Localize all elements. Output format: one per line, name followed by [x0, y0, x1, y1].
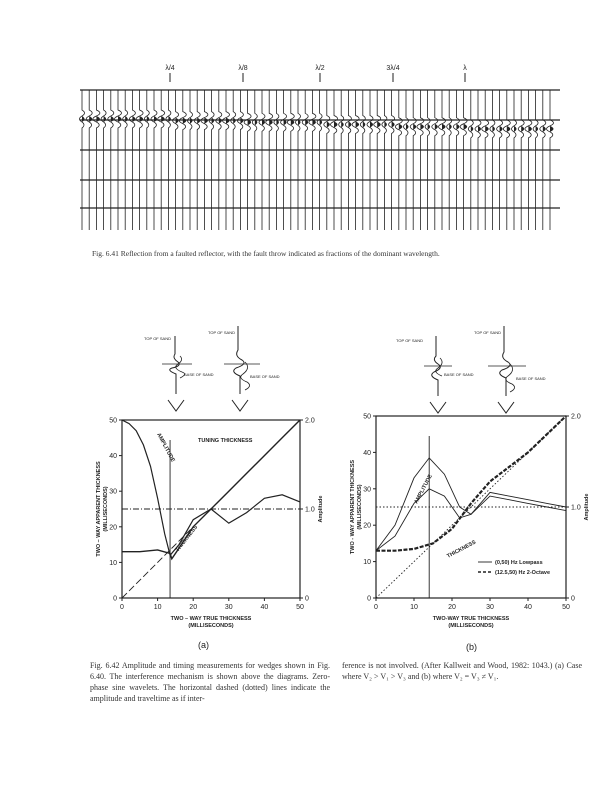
trace-fill [464, 124, 468, 130]
trace-fill [176, 118, 179, 124]
seismic-trace [410, 90, 416, 230]
x-axis-label: (MILLISECONDS) [448, 623, 494, 629]
trace-fill [492, 126, 495, 132]
y-tick-label: 20 [109, 524, 117, 532]
chart-panel-a [80, 316, 324, 656]
trace-fill [233, 118, 236, 124]
trace-fill [111, 116, 114, 122]
seismic-trace [432, 90, 438, 230]
seismic-trace [540, 90, 546, 230]
trace-fill [168, 116, 171, 122]
y-axis-label: (MILLISECONDS) [103, 486, 109, 532]
wavelet-label: TOP OF SAND [396, 338, 423, 343]
y2-tick-label: 1.0 [305, 506, 315, 514]
annotation-amplitude-b: AMPLITUDE [413, 473, 434, 505]
seismic-trace [389, 90, 395, 230]
trace-fill [132, 116, 135, 122]
trace-fill [420, 124, 424, 130]
seismic-trace [209, 90, 214, 230]
trace-fill [406, 124, 409, 130]
panel-label-b: (b) [466, 642, 477, 652]
legend-b [478, 560, 550, 576]
trace-fill [442, 124, 446, 130]
trace-fill [161, 116, 165, 122]
legend-entry: (12.5,50) Hz 2-Octave [495, 570, 551, 576]
y-tick-label: 10 [109, 559, 117, 567]
seismic-trace [352, 90, 359, 230]
x-tick-label: 20 [448, 604, 456, 611]
y-axis-label: (MILLISECONDS) [357, 484, 363, 530]
seismic-section [80, 60, 560, 235]
seismic-trace [417, 90, 424, 230]
seismic-trace [468, 90, 473, 230]
x-tick-label: 40 [260, 604, 269, 611]
trace-fill [392, 122, 395, 128]
figure-6-42-caption-right: ference is not involved. (After Kallweit and Wood, 1982: 1043.) (a) Case where V₂ > V₁ > V₃ and (b) where V₂ = V₃ ≠ V₁. [342, 661, 582, 681]
x-tick-label: 10 [410, 604, 418, 611]
seismic-trace [244, 90, 251, 230]
plot-area-a [96, 418, 324, 630]
y2-axis-label: Amplitude [318, 495, 324, 523]
x-tick-label: 10 [153, 604, 162, 611]
trace-fill [89, 116, 92, 122]
x-axis-label: (MILLISECONDS) [188, 623, 234, 629]
fault-marker-label: λ [463, 65, 467, 72]
seismic-trace [237, 90, 243, 230]
y2-tick-label: 0 [571, 595, 575, 603]
y2-axis-label: Amplitude [584, 493, 590, 521]
seismic-trace [158, 90, 165, 230]
figure-6-41-caption: Fig. 6.41 Reflection from a faulted reflector, with the fault throw indicated as fractions of the dominant wavelength. [92, 249, 440, 258]
y-tick-label: 0 [367, 595, 371, 603]
seismic-trace [266, 90, 273, 230]
seismic-trace [287, 90, 294, 230]
wavelet-label: TOP OF SAND [208, 330, 235, 335]
seismic-trace [151, 90, 157, 230]
trace-fill [341, 122, 344, 128]
panel-label-a: (a) [198, 640, 209, 650]
fault-markers [165, 65, 467, 82]
x-axis-label: TWO-WAY TRUE THICKNESS [432, 616, 510, 622]
trace-fill [226, 118, 230, 124]
seismic-trace [525, 90, 532, 230]
annotation-amplitude: AMPLITUDE [155, 432, 176, 464]
trace-fill [118, 116, 122, 122]
fault-marker-label: 3λ/4 [386, 65, 400, 72]
seismic-trace [101, 90, 106, 230]
y-tick-label: 40 [363, 449, 371, 457]
seismic-trace [93, 90, 100, 230]
seismic-trace [86, 90, 92, 230]
seismic-trace [274, 90, 279, 230]
seismic-trace [339, 90, 344, 230]
y2-tick-label: 2.0 [571, 413, 581, 421]
seismic-trace [216, 90, 222, 230]
trace-fill [456, 124, 459, 130]
annotation-tuning-thickness: TUNING THICKNESS [198, 438, 253, 444]
trace-fill [363, 122, 366, 128]
trace-fill [212, 118, 215, 124]
trace-fill [140, 116, 144, 122]
trace-fill [82, 116, 85, 122]
seismic-trace [518, 90, 524, 230]
trace-fill [528, 126, 532, 132]
trace-fill [197, 118, 200, 124]
trace-fill [125, 116, 128, 122]
seismic-trace [129, 90, 135, 230]
seismic-trace [345, 90, 351, 230]
trace-fill [543, 126, 546, 132]
y-axis-label: TWO – WAY APPARENT THICKNESS [96, 461, 102, 557]
seismic-trace [296, 90, 301, 230]
y-tick-label: 10 [363, 559, 371, 567]
seismic-trace [475, 90, 481, 230]
trace-fill [435, 124, 438, 130]
legend-entry: (0,50) Hz Lowpass [495, 560, 543, 566]
series-line [376, 416, 566, 551]
seismic-trace [223, 90, 230, 230]
trace-fill [348, 122, 351, 128]
trace-fill [190, 118, 193, 124]
trace-fill [370, 122, 373, 128]
x-tick-label: 30 [486, 604, 494, 611]
y2-tick-label: 2.0 [305, 417, 315, 425]
x-tick-label: 50 [296, 604, 304, 611]
y2-tick-label: 1.0 [571, 504, 581, 512]
seismic-trace [173, 90, 179, 230]
x-tick-label: 0 [374, 604, 378, 611]
annotation-thickness-b: THICKNESS [446, 539, 478, 560]
seismic-trace [194, 90, 200, 230]
y-tick-label: 50 [363, 413, 371, 421]
trace-fill [428, 124, 431, 130]
x-tick-label: 30 [224, 604, 233, 611]
x-tick-label: 20 [189, 604, 198, 611]
trace-fill [104, 116, 107, 122]
fault-marker-label: λ/4 [165, 65, 175, 72]
y2-tick-label: 0 [305, 595, 309, 603]
seismic-trace [252, 90, 257, 230]
seismic-traces [80, 90, 554, 230]
y-tick-label: 30 [109, 488, 117, 496]
wavelet-diagram-right-b [474, 326, 546, 413]
seismic-trace [324, 90, 330, 230]
y-tick-label: 30 [363, 486, 371, 494]
seismic-trace [512, 90, 517, 230]
seismic-trace [115, 90, 122, 230]
wavelet-label: BASE OF SAND [444, 372, 474, 377]
trace-fill [478, 126, 481, 132]
figure-6-42-caption-left: Fig. 6.42 Amplitude and timing measurements for wedges shown in Fig. 6.40. The interference mechanism is shown above the diagrams. Zero-phase sine wavelets. The horizontal dashed (dotted) lines indicate the amplitude and traveltime as if inter- [90, 661, 330, 703]
trace-fill [485, 126, 489, 132]
seismic-trace [490, 90, 495, 230]
trace-fill [327, 122, 330, 128]
trace-fill [219, 118, 222, 124]
seismic-trace [360, 90, 365, 230]
y-tick-label: 50 [109, 417, 117, 425]
wavelet-label: TOP OF SAND [144, 336, 171, 341]
trace-fill [240, 118, 243, 124]
seismic-trace [374, 90, 381, 230]
trace-fill [96, 116, 100, 122]
wavelet-label: BASE OF SAND [250, 374, 280, 379]
trace-fill [521, 126, 524, 132]
trace-fill [334, 122, 338, 128]
seismic-trace [547, 90, 554, 230]
seismic-trace [533, 90, 538, 230]
wavelet-diagram-right [208, 326, 280, 411]
seismic-trace [497, 90, 503, 230]
seismic-trace [447, 90, 452, 230]
x-tick-label: 50 [562, 604, 570, 611]
trace-fill [471, 126, 474, 132]
x-axis-label: TWO – WAY TRUE THICKNESS [170, 616, 252, 622]
seismic-trace [231, 90, 236, 230]
x-tick-label: 40 [524, 604, 532, 611]
trace-fill [183, 118, 187, 124]
wavelet-diagram-left [144, 336, 214, 411]
fault-marker-label: λ/2 [315, 65, 325, 72]
chart-panel-b [338, 316, 588, 656]
fault-marker-label: λ/8 [238, 65, 248, 72]
wavelet-label: TOP OF SAND [474, 330, 501, 335]
seismic-trace [367, 90, 373, 230]
seismic-trace [503, 90, 510, 230]
seismic-trace [188, 90, 193, 230]
annotation-thickness: THICKNESS [174, 524, 200, 554]
trace-fill [536, 126, 539, 132]
seismic-trace [382, 90, 387, 230]
trace-fill [204, 118, 208, 124]
seismic-trace [453, 90, 459, 230]
y-tick-label: 40 [109, 453, 117, 461]
seismic-trace [317, 90, 322, 230]
trace-fill [399, 124, 403, 130]
seismic-trace [281, 90, 287, 230]
seismic-trace [395, 90, 402, 230]
trace-fill [514, 126, 517, 132]
seismic-trace [108, 90, 114, 230]
plot-area-b [350, 414, 590, 630]
seismic-trace [80, 90, 85, 230]
trace-fill [507, 126, 511, 132]
y-tick-label: 20 [363, 522, 371, 530]
seismic-trace [201, 90, 208, 230]
seismic-trace [166, 90, 171, 230]
seismic-trace [144, 90, 149, 230]
trace-fill [500, 126, 503, 132]
seismic-trace [404, 90, 409, 230]
seismic-trace [482, 90, 489, 230]
trace-fill [377, 122, 381, 128]
y-axis-label: TWO - WAY APPARENT THICKNESS [350, 459, 356, 555]
trace-fill [147, 116, 150, 122]
trace-fill [356, 122, 360, 128]
wavelet-label: BASE OF SAND [184, 372, 214, 377]
y-tick-label: 0 [113, 595, 117, 603]
seismic-trace [259, 90, 265, 230]
seismic-trace [425, 90, 430, 230]
trace-fill [384, 122, 387, 128]
seismic-trace [302, 90, 308, 230]
wavelet-diagram-left-b [396, 336, 474, 413]
seismic-trace [439, 90, 446, 230]
trace-fill [449, 124, 452, 130]
trace-fill [154, 116, 157, 122]
x-tick-label: 0 [120, 604, 124, 611]
trace-fill [413, 124, 416, 130]
seismic-trace [123, 90, 128, 230]
seismic-trace [309, 90, 316, 230]
seismic-trace [460, 90, 467, 230]
seismic-trace [179, 90, 186, 230]
trace-fill [550, 126, 554, 132]
wavelet-label: BASE OF SAND [516, 376, 546, 381]
seismic-trace [331, 90, 338, 230]
seismic-trace [136, 90, 143, 230]
